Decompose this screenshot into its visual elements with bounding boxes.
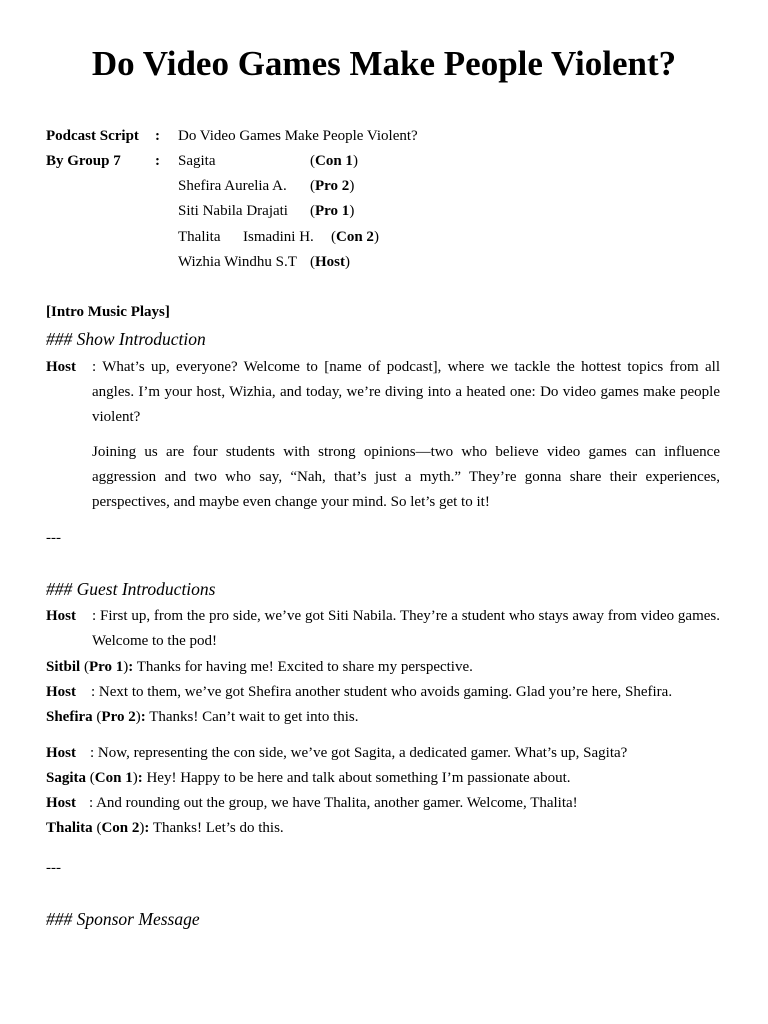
section-heading-guest-introductions: ### Guest Introductions <box>46 579 216 599</box>
divider: --- <box>46 530 61 546</box>
speaker-role: Pro 2 <box>101 709 136 725</box>
document-title: Do Video Games Make People Violent? <box>91 44 677 83</box>
member-name: Siti Nabila Drajati <box>178 203 288 219</box>
member-role: (Pro 2) <box>310 178 355 194</box>
member-name: Thalita Ismadini H. <box>178 229 314 245</box>
dialogue-text: Thanks for having me! Excited to share my perspective. <box>136 659 473 675</box>
speaker-role: Pro 1 <box>88 659 124 675</box>
member-role: (Pro 1) <box>310 203 355 219</box>
dialogue-line <box>46 793 578 813</box>
script-colon: : <box>155 128 160 144</box>
script-label: Podcast Script <box>46 128 139 144</box>
script-value: Do Video Games Make People Violent? <box>178 128 418 144</box>
member-name: Sagita <box>178 153 216 169</box>
speaker-name: Host <box>46 684 76 700</box>
speaker-name: Host <box>46 608 76 624</box>
speaker-name: Host <box>46 795 76 811</box>
dialogue-line <box>46 743 627 763</box>
member-role: (Con 2) <box>331 229 379 245</box>
divider: --- <box>46 860 61 876</box>
dialogue-text: : First up, from the pro side, we’ve got Siti Nabila. They’re a student who stays away from video games. Welcome to the pod! <box>92 608 720 649</box>
member-role: (Host) <box>310 254 350 270</box>
dialogue-line: Thalita (Con 2): Thanks! Let’s do this. <box>46 820 284 836</box>
member-role-text: Pro 2 <box>315 178 350 194</box>
speaker-name: Sagita <box>46 770 87 786</box>
group-label: By Group 7 <box>46 153 121 169</box>
speaker-name: Host <box>46 745 76 761</box>
member-role-text: Con 2 <box>336 229 374 245</box>
speaker-role: Con 1 <box>94 770 133 786</box>
dialogue-text: Thanks! Can’t wait to get into this. <box>149 709 359 725</box>
member-role-text: Host <box>315 254 345 270</box>
intro-paragraph: Joining us are four students with strong opinions—two who believe video games can influence aggression and two who say, “Nah, that’s just a myth.” They’re gonna share their experiences, perspectives, and maybe even change your mind. So let’s get to it! <box>92 444 720 510</box>
speaker-name: Shefira <box>46 709 93 725</box>
speaker-name: Thalita <box>46 820 93 836</box>
dialogue-text: : Next to them, we’ve got Shefira another student who avoids gaming. Glad you’re here, Shefira. <box>91 684 673 700</box>
group-colon: : <box>155 153 160 169</box>
speaker-name: Sitbil <box>46 659 81 675</box>
member-name: Wizhia Windhu S.T <box>178 254 297 270</box>
dialogue-text: : And rounding out the group, we have Thalita, another gamer. Welcome, Thalita! <box>89 795 578 811</box>
member-name: Shefira Aurelia A. <box>178 178 287 194</box>
intro-music-cue: [Intro Music Plays] <box>46 304 170 320</box>
dialogue-text: : Now, representing the con side, we’ve got Sagita, a dedicated gamer. What’s up, Sagita? <box>90 745 628 761</box>
member-role-text: Pro 1 <box>315 203 350 219</box>
dialogue-text: Hey! Happy to be here and talk about something I’m passionate about. <box>146 770 571 786</box>
speaker-role: Con 2 <box>101 820 140 836</box>
section-heading-show-introduction: ### Show Introduction <box>46 329 206 349</box>
dialogue-line <box>46 604 720 654</box>
member-role: (Con 1) <box>310 153 358 169</box>
dialogue-line: Shefira (Pro 2): Thanks! Can’t wait to get into this. <box>46 709 359 725</box>
dialogue-line: Sitbil (Pro 1): Thanks for having me! Excited to share my perspective. <box>46 659 473 675</box>
speaker-host: Host <box>46 359 76 375</box>
host-intro-text: : What’s up, everyone? Welcome to [name of podcast], where we tackle the hottest topics from all angles. I’m your host, Wizhia, and today, we’re diving into a heated one: Do video games make people violent? <box>92 359 720 425</box>
dialogue-line: Sagita (Con 1): Hey! Happy to be here and talk about something I’m passionate about. <box>46 770 571 786</box>
dialogue-text: Thanks! Let’s do this. <box>152 820 284 836</box>
dialogue-line <box>46 682 672 702</box>
section-heading-sponsor-message: ### Sponsor Message <box>46 909 200 929</box>
member-role-text: Con 1 <box>315 153 353 169</box>
